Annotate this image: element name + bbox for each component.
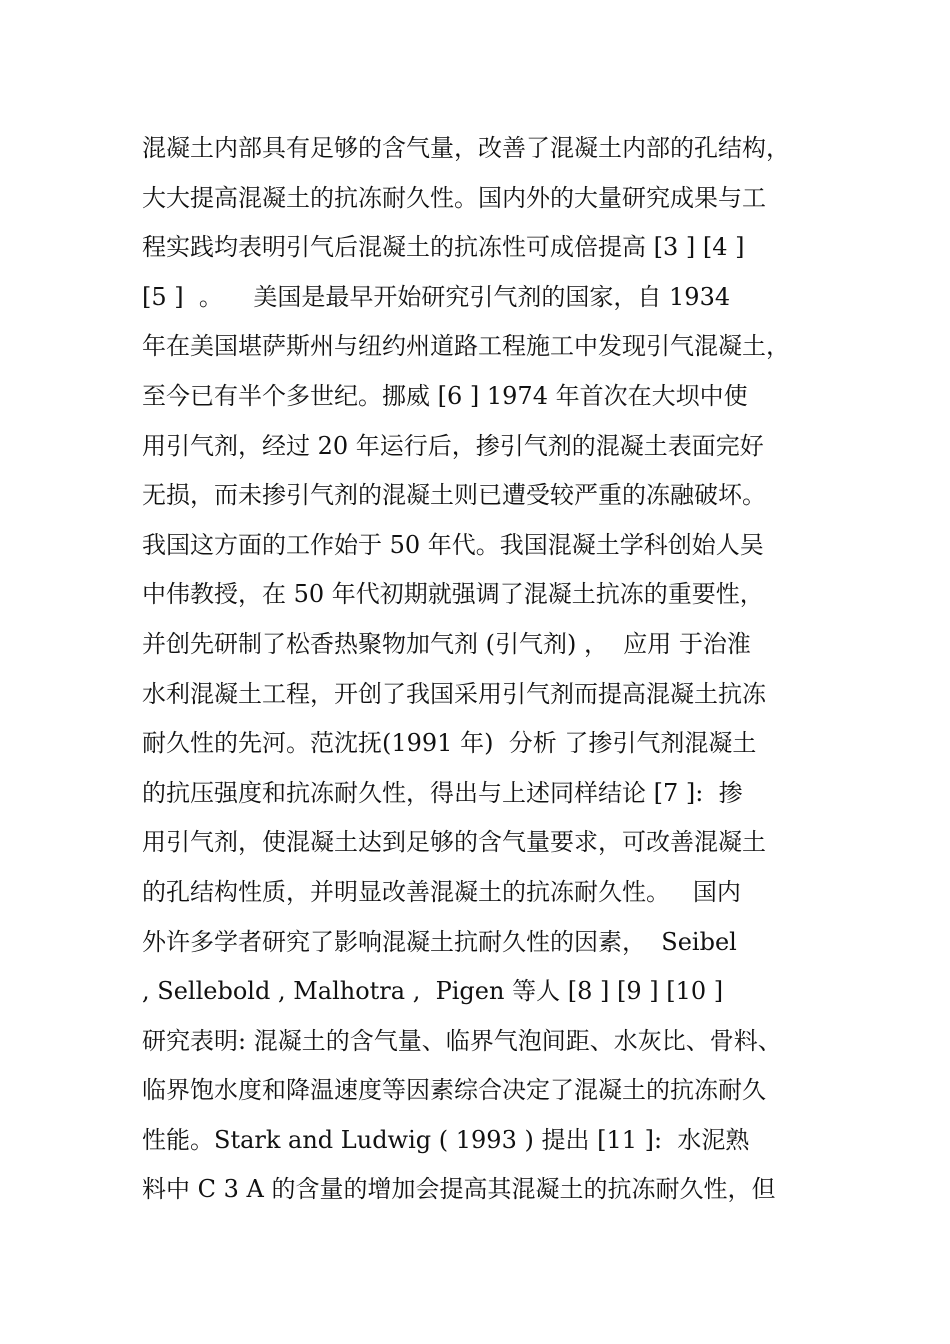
text-line: , Sellebold , Malhotra , Pigen 等人 [8 ] [9 ] [10 ] (142, 977, 724, 1006)
text-line: 程实践均表明引气后混凝土的抗冻性可成倍提高 [3 ] [4 ] (142, 233, 745, 262)
text-line: 中伟教授，在 50 年代初期就强调了混凝土抗冻的重要性， (142, 580, 764, 609)
text-line: 年在美国堪萨斯州与纽约州道路工程施工中发现引气混凝土， (142, 332, 790, 361)
text-line: 至今已有半个多世纪。挪威 [6 ] 1974 年首次在大坝中使 (142, 381, 748, 410)
text-line: 水利混凝土工程，开创了我国采用引气剂而提高混凝土抗冻 (142, 679, 766, 708)
text-line: 用引气剂，经过 20 年运行后，掺引气剂的混凝土表面完好 (142, 431, 764, 460)
text-line: 研究表明: 混凝土的含气量、临界气泡间距、水灰比、骨料、 (142, 1026, 782, 1055)
body-text (142, 124, 842, 1215)
text-line: 性能。Stark and Ludwig ( 1993 ) 提出 [11 ]: 水泥熟 (142, 1125, 750, 1154)
text-line: 料中 C 3 A 的含量的增加会提高其混凝土的抗冻耐久性，但 (142, 1175, 776, 1204)
text-line: 无损，而未掺引气剂的混凝土则已遭受较严重的冻融破坏。 (142, 481, 766, 510)
text-line: 临界饱水度和降温速度等因素综合决定了混凝土的抗冻耐久 (142, 1076, 766, 1105)
text-line: 的抗压强度和抗冻耐久性，得出与上述同样结论 [7 ]: 掺 (142, 778, 743, 807)
text-line: 耐久性的先河。范沈抚(1991 年) 分析 了掺引气剂混凝土 (142, 729, 757, 758)
text-line: 混凝土内部具有足够的含气量，改善了混凝土内部的孔结构， (142, 134, 790, 162)
text-line: 用引气剂，使混凝土达到足够的含气量要求，可改善混凝土 (142, 828, 766, 857)
text-line: 并创先研制了松香热聚物加气剂 (引气剂) ， 应用 于治淮 (142, 629, 751, 658)
text-line: 大大提高混凝土的抗冻耐久性。国内外的大量研究成果与工 (142, 183, 766, 212)
text-line: 我国这方面的工作始于 50 年代。我国混凝土学科创始人吴 (142, 530, 764, 559)
text-line: [5 ] 。 美国是最早开始研究引气剂的国家，自 1934 (142, 282, 731, 311)
text-line: 的孔结构性质，并明显改善混凝土的抗冻耐久性。 国内 (142, 877, 741, 906)
text-line: 外许多学者研究了影响混凝土抗耐久性的因素， Seibel (142, 927, 737, 956)
